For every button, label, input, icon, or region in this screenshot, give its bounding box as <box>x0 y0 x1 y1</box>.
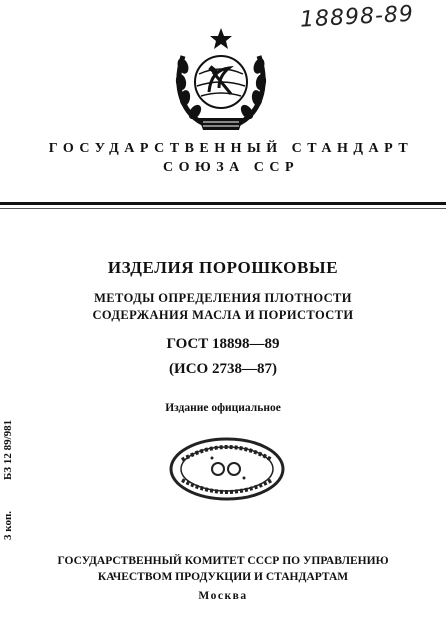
header-line-1: ГОСУДАРСТВЕННЫЙ СТАНДАРТ <box>48 141 414 156</box>
publisher-line-1: ГОСУДАРСТВЕННЫЙ КОМИТЕТ СССР ПО УПРАВЛЕНИЮ <box>57 555 389 567</box>
divider-thick <box>0 202 446 205</box>
publisher-line-2: КАЧЕСТВОМ ПРОДУКЦИИ И СТАНДАРТАМ <box>97 571 349 583</box>
divider-thin <box>0 208 446 209</box>
price-note: 3 коп. <box>2 510 14 540</box>
catalog-note: БЗ 12 89/981 <box>2 419 14 480</box>
publisher-city: Москва <box>198 590 248 602</box>
standard-number: ГОСТ 18898—89 <box>166 336 280 352</box>
ussr-state-emblem-icon <box>169 26 273 136</box>
handwritten-document-number: 18898-89 <box>299 1 415 33</box>
edition-label: Издание официальное <box>165 402 281 414</box>
iso-number: (ИСО 2738—87) <box>169 361 277 377</box>
subtitle-line-1: МЕТОДЫ ОПРЕДЕЛЕНИЯ ПЛОТНОСТИ <box>94 291 352 305</box>
subtitle-line-2: СОДЕРЖАНИЯ МАСЛА И ПОРИСТОСТИ <box>92 308 354 322</box>
header-line-2: СОЮЗА ССР <box>162 160 300 175</box>
document-title: ИЗДЕЛИЯ ПОРОШКОВЫЕ <box>107 258 339 277</box>
library-stamp-icon <box>168 436 286 502</box>
